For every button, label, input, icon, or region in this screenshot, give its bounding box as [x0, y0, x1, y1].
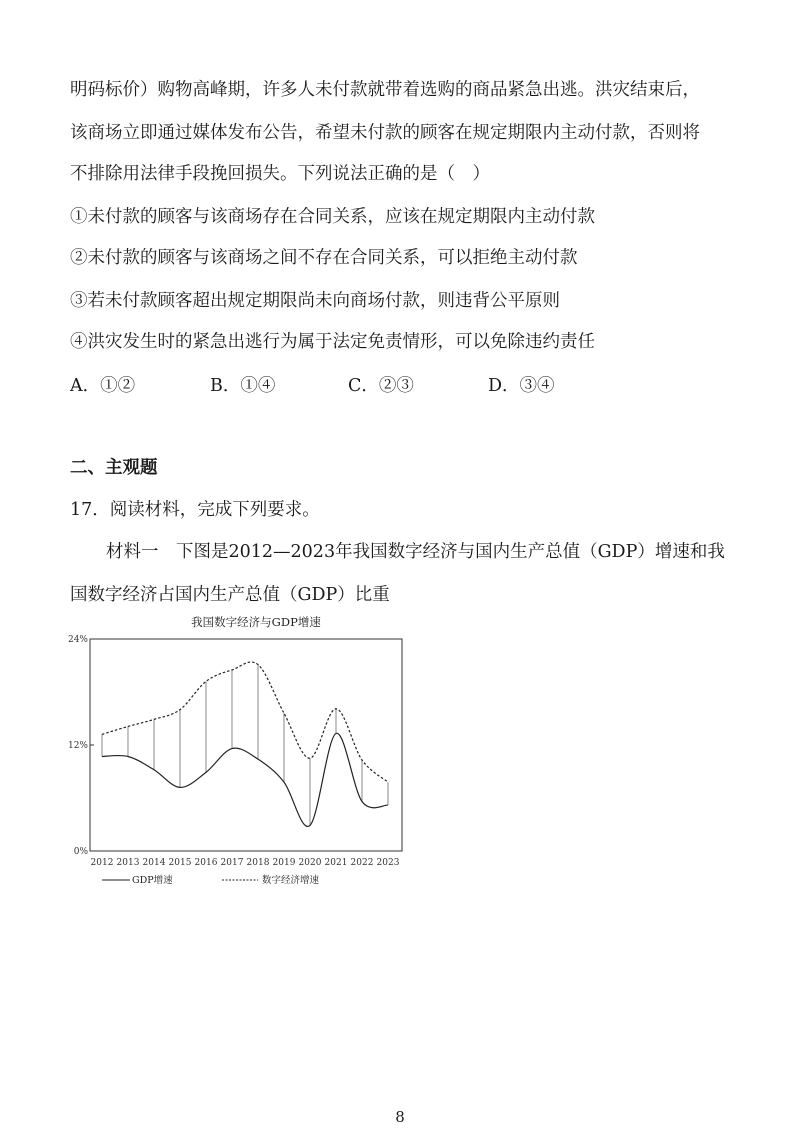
section-heading: 二、主观题: [70, 458, 158, 478]
question-line-1: 明码标价）购物高峰期，许多人未付款就带着选购的商品紧急出逃。洪灾结束后，: [70, 80, 700, 100]
x-tick-label: 2021: [324, 858, 348, 868]
x-tick-label: 2016: [194, 858, 218, 868]
option-b[interactable]: B．①④: [210, 376, 276, 396]
y-tick-label: 12%: [67, 741, 88, 751]
x-tick-label: 2014: [142, 858, 166, 868]
x-tick-label: 2013: [116, 858, 140, 868]
x-tick-label: 2017: [220, 858, 244, 868]
question-line-3: 不排除用法律手段挽回损失。下列说法正确的是（ ）: [70, 164, 490, 184]
gdp-growth-line: [102, 733, 388, 826]
plot-frame: [90, 639, 402, 851]
x-tick-label: 2022: [350, 858, 374, 868]
material-1-line-2: 国数字经济占国内生产总值（GDP）比重: [70, 585, 390, 605]
y-tick-label: 24%: [67, 635, 88, 645]
statement-2: ②未付款的顾客与该商场之间不存在合同关系，可以拒绝主动付款: [70, 248, 578, 268]
x-tick-label: 2018: [246, 858, 270, 868]
page-number: 8: [395, 1108, 405, 1126]
x-tick-label: 2023: [376, 858, 400, 868]
legend-digital-label: 数字经济增速: [262, 875, 320, 886]
statement-1: ①未付款的顾客与该商场存在合同关系，应该在规定期限内主动付款: [70, 207, 595, 227]
x-tick-label: 2012: [90, 858, 114, 868]
x-tick-label: 2020: [298, 858, 322, 868]
material-1-line-1: 材料一 下图是2012—2023年我国数字经济与国内生产总值（GDP）增速和我: [106, 542, 725, 562]
option-d[interactable]: D．③④: [488, 376, 555, 396]
growth-line-chart: [60, 612, 420, 892]
chart-title: 我国数字经济与GDP增速: [191, 615, 321, 629]
statement-4: ④洪灾发生时的紧急出逃行为属于法定免责情形，可以免除违约责任: [70, 332, 595, 352]
option-a[interactable]: A．①②: [70, 376, 136, 396]
legend-gdp-label: GDP增速: [132, 875, 173, 886]
option-c[interactable]: C．②③: [348, 376, 414, 396]
question-17: 17．阅读材料，完成下列要求。: [70, 500, 320, 520]
x-tick-label: 2019: [272, 858, 296, 868]
x-tick-label: 2015: [168, 858, 192, 868]
y-tick-label: 0%: [73, 847, 88, 857]
question-line-2: 该商场立即通过媒体发布公告，希望未付款的顾客在规定期限内主动付款，否则将: [70, 123, 700, 143]
statement-3: ③若未付款顾客超出规定期限尚未向商场付款，则违背公平原则: [70, 291, 560, 311]
